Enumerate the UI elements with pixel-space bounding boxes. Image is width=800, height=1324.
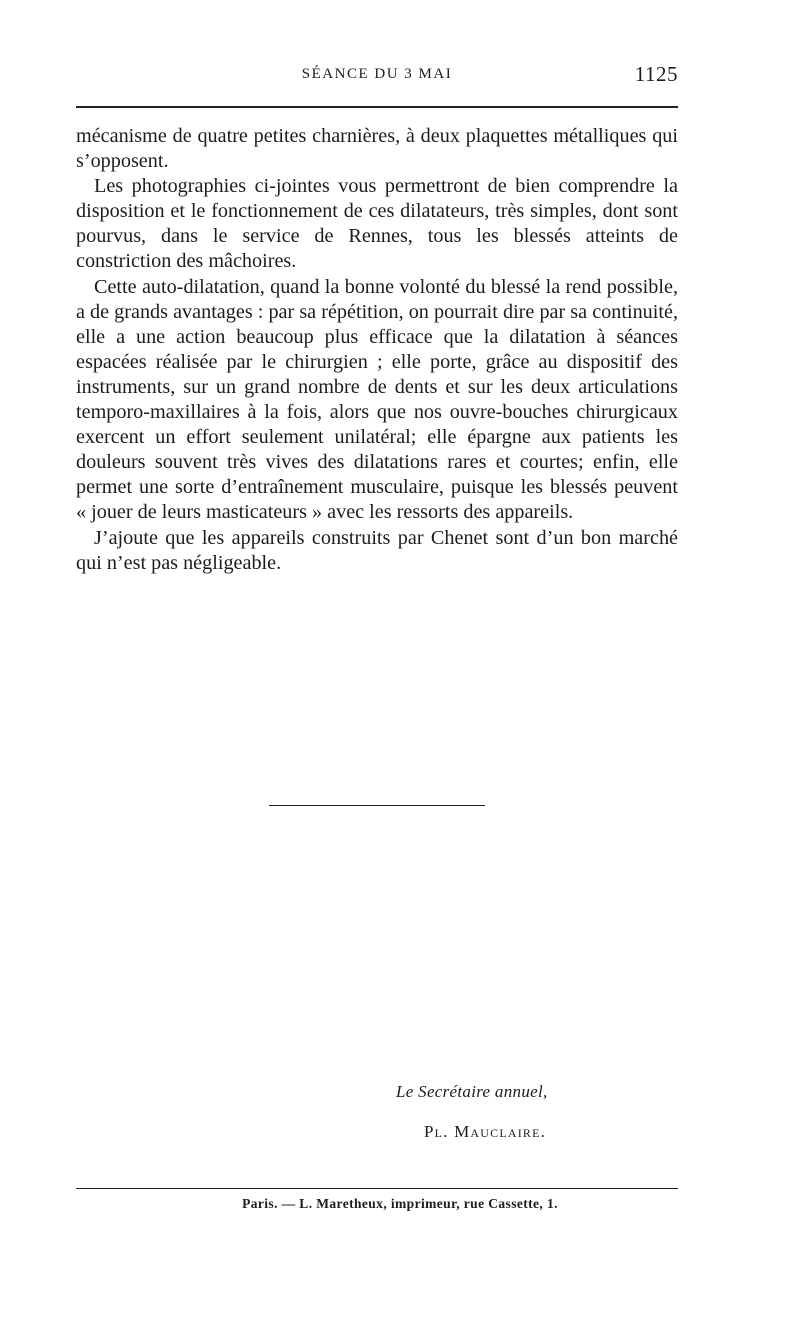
footer-rule xyxy=(76,1188,678,1189)
page-number: 1125 xyxy=(634,62,678,86)
body-text xyxy=(76,124,678,576)
signature-name: Pl. Mauclaire. xyxy=(424,1122,547,1141)
section-divider xyxy=(269,805,485,806)
running-title: SÉANCE DU 3 MAI xyxy=(301,66,453,82)
printer-imprint: Paris. — L. Maretheux, imprimeur, rue Cassette, 1. xyxy=(242,1196,558,1211)
paragraph-auto-dilatation: Cette auto-dilatation, quand la bonne volonté du blessé la rend possible, a de grands avantages : par sa répétition, on pourrait dire par sa continuité, elle a une action beaucoup plus efficace que la dilatation à séances espacées réalisée par le chirurgien ; elle porte, grâce au dispositif des instruments, sur un grand nombre de dents et sur les deux articulations temporo-maxillaires à la fois, alors que nos ouvre-bouches chirurgicaux exercent un effort seulement unilatéral; elle épargne aux patients les douleurs souvent très vives des dilatations rares et courtes; enfin, elle permet une sorte d’entraînement musculaire, puisque les blessés peuvent « jouer de leurs masticateurs » avec les ressorts des appareils. xyxy=(76,275,678,524)
paragraph-continuation: mécanisme de quatre petites charnières, à deux plaquettes métalliques qui s’opposent. xyxy=(76,125,678,173)
paragraph-photographies: Les photographies ci-jointes vous permettront de bien comprendre la disposition et le fonctionnement de ces dilatateurs, très simples, dont sont pourvus, dans le service de Rennes, tous les blessés atteints de constriction des mâchoires. xyxy=(76,175,678,273)
signature-title: Le Secrétaire annuel, xyxy=(396,1082,548,1101)
page-header xyxy=(76,62,678,92)
header-rule xyxy=(76,106,678,108)
paragraph-chenet: J’ajoute que les appareils construits par Chenet sont d’un bon marché qui n’est pas négligeable. xyxy=(76,526,678,574)
